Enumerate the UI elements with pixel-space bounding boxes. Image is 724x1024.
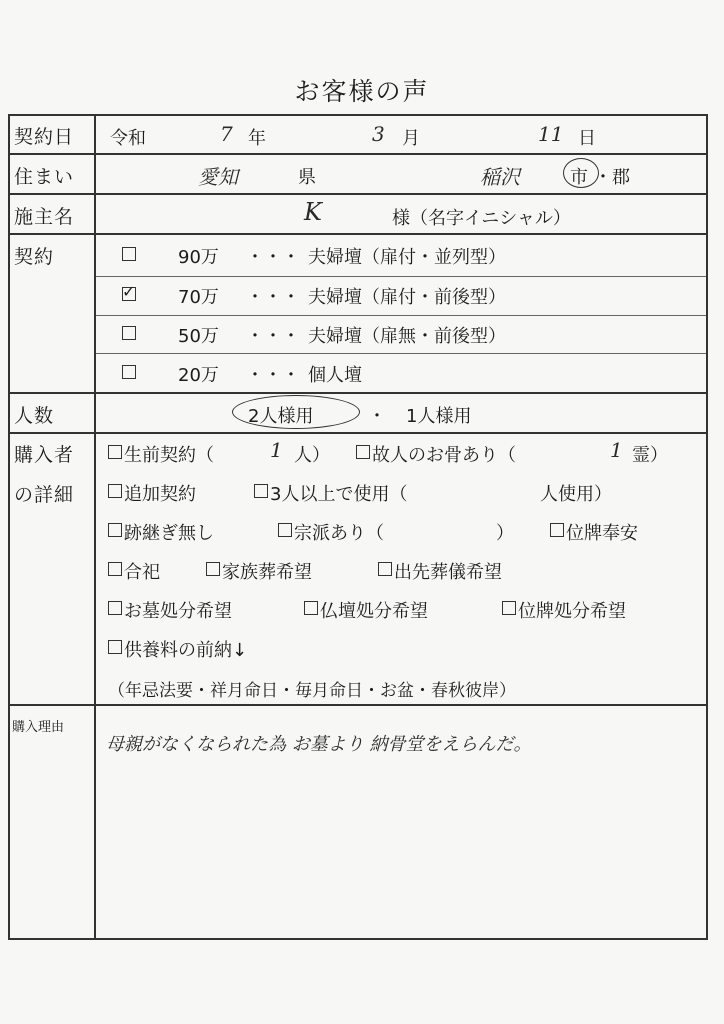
owner-label: 施主名: [14, 206, 75, 228]
option-20-price: 20万: [178, 365, 219, 386]
row-divider: [10, 392, 706, 394]
check-icon: ✓: [122, 282, 136, 301]
month-unit: 月: [402, 128, 420, 149]
row-divider: [10, 193, 706, 195]
option-70-price: 70万: [178, 287, 219, 308]
details-label-line2: の詳細: [14, 484, 75, 506]
row-divider: [10, 704, 706, 706]
no-successor-label: 跡継ぎ無し: [124, 523, 214, 544]
prefecture-value[interactable]: 愛知: [198, 165, 238, 189]
prepaid-offering-label: 供養料の前納↓: [124, 640, 248, 661]
outside-funeral-checkbox[interactable]: [378, 562, 392, 576]
people-two-option[interactable]: 2人様用: [248, 406, 314, 427]
district-unit: 郡: [612, 167, 630, 188]
joint-burial-checkbox[interactable]: [108, 562, 122, 576]
altar-disposal-label: 仏壇処分希望: [320, 601, 428, 622]
option-90-price: 90万: [178, 247, 219, 268]
three-plus-checkbox[interactable]: [254, 484, 268, 498]
pre-need-checkbox[interactable]: [108, 445, 122, 459]
survey-form: [8, 114, 708, 940]
label-column: [10, 116, 96, 938]
option-90-checkbox[interactable]: [122, 247, 136, 261]
option-divider: [96, 353, 706, 354]
city-unit: 市: [570, 167, 588, 188]
three-plus-tail: 人使用）: [540, 484, 612, 505]
family-funeral-label: 家族葬希望: [222, 562, 312, 583]
sect-checkbox[interactable]: [278, 523, 292, 537]
remains-tail: 霊）: [632, 445, 668, 466]
outside-funeral-label: 出先葬儀希望: [394, 562, 502, 583]
remains-checkbox[interactable]: [356, 445, 370, 459]
no-successor-checkbox[interactable]: [108, 523, 122, 537]
pre-need-count[interactable]: 1: [270, 438, 283, 462]
pre-need-label: 生前契約（: [124, 445, 214, 466]
joint-burial-label: 合祀: [124, 562, 160, 583]
memorial-tablet-label: 位牌奉安: [566, 523, 638, 544]
option-20-dots: ・・・: [246, 365, 300, 386]
sect-tail: ）: [496, 523, 514, 544]
tablet-disposal-label: 位牌処分希望: [518, 601, 626, 622]
owner-suffix: 様（名字イニシャル）: [392, 208, 571, 229]
row-divider: [10, 233, 706, 235]
three-plus-label: 3人以上で使用（: [270, 484, 408, 505]
sect-label: 宗派あり（: [294, 523, 384, 544]
remains-label: 故人のお骨あり（: [372, 445, 516, 466]
reason-label: 購入理由: [12, 720, 65, 735]
memorial-events-note: （年忌法要・祥月命日・毎月命日・お盆・春秋彼岸）: [108, 681, 516, 701]
memorial-tablet-checkbox[interactable]: [550, 523, 564, 537]
residence-separator: ・: [594, 167, 612, 188]
row-divider: [10, 153, 706, 155]
tablet-disposal-checkbox[interactable]: [502, 601, 516, 615]
people-separator: ・: [368, 406, 386, 427]
option-20-checkbox[interactable]: [122, 365, 136, 379]
option-90-dots: ・・・: [246, 247, 300, 268]
reason-text[interactable]: 母親がなくなられた為 お墓より 納骨堂をえらんだ。: [106, 734, 532, 755]
option-50-price: 50万: [178, 326, 219, 347]
city-value[interactable]: 稲沢: [480, 165, 520, 189]
page-title: お客様の声: [294, 77, 430, 106]
contract-label: 契約: [14, 246, 55, 268]
option-70-dots: ・・・: [246, 287, 300, 308]
grave-disposal-checkbox[interactable]: [108, 601, 122, 615]
grave-disposal-label: お墓処分希望: [124, 601, 232, 622]
row-divider: [10, 432, 706, 434]
contract-date-label: 契約日: [14, 126, 75, 148]
remains-count[interactable]: 1: [610, 438, 623, 462]
pre-need-tail: 人）: [294, 445, 330, 466]
additional-contract-checkbox[interactable]: [108, 484, 122, 498]
option-50-checkbox[interactable]: [122, 326, 136, 340]
prefecture-unit: 県: [298, 167, 316, 188]
option-20-desc: 個人壇: [308, 365, 362, 386]
contract-day[interactable]: 11: [538, 122, 564, 146]
option-50-desc: 夫婦壇（扉無・前後型）: [308, 326, 506, 347]
contract-year[interactable]: 7: [220, 122, 233, 146]
era-text: 令和: [110, 128, 146, 149]
additional-contract-label: 追加契約: [124, 484, 196, 505]
option-90-desc: 夫婦壇（扉付・並列型）: [308, 247, 506, 268]
family-funeral-checkbox[interactable]: [206, 562, 220, 576]
day-unit: 日: [578, 128, 596, 149]
people-one-option[interactable]: 1人様用: [406, 406, 472, 427]
altar-disposal-checkbox[interactable]: [304, 601, 318, 615]
residence-label: 住まい: [14, 166, 75, 188]
option-divider: [96, 276, 706, 277]
contract-month[interactable]: 3: [372, 122, 385, 146]
option-70-desc: 夫婦壇（扉付・前後型）: [308, 287, 506, 308]
option-50-dots: ・・・: [246, 326, 300, 347]
details-label-line1: 購入者: [14, 444, 75, 466]
people-label: 人数: [14, 405, 55, 427]
prepaid-offering-checkbox[interactable]: [108, 640, 122, 654]
option-divider: [96, 315, 706, 316]
owner-initial[interactable]: K: [304, 198, 322, 226]
year-unit: 年: [248, 128, 266, 149]
